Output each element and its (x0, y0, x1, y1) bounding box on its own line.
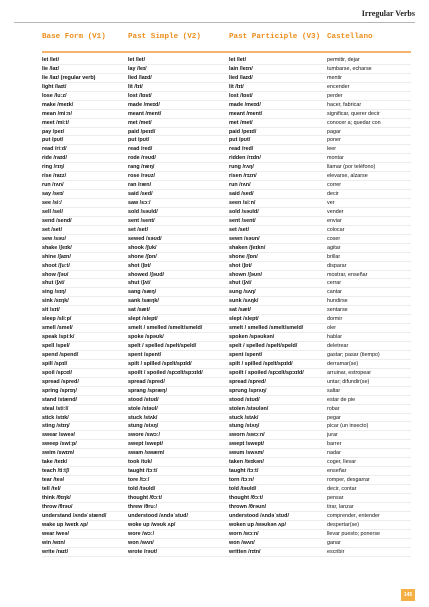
castellano-cell: arruinar, estropear (327, 369, 372, 376)
past-participle-cell: won /wʌn/ (229, 539, 255, 546)
past-simple-cell: showed /ʃəʊd/ (128, 271, 164, 278)
past-participle-cell: thought /θɔːt/ (229, 494, 264, 501)
table-row (42, 145, 411, 154)
past-participle-cell: spilt / spilled /spɪlt/spɪld/ (229, 360, 293, 367)
table-row (42, 503, 411, 512)
table-row (42, 440, 411, 449)
past-participle-cell: swum /swʌm/ (229, 450, 264, 457)
base-form-cell: ring /rɪŋ/ (42, 164, 65, 171)
table-row (42, 494, 411, 503)
castellano-cell: enviar (327, 217, 342, 224)
header-past-participle: Past Participle (V3) (229, 33, 321, 41)
base-form-cell: tell /tel/ (42, 486, 61, 492)
header-base-form: Base Form (V1) (42, 33, 106, 41)
past-participle-cell: ridden /rɪdn/ (229, 155, 261, 162)
header-past-simple: Past Simple (V2) (128, 33, 201, 41)
past-simple-cell: sprang /spræŋ/ (128, 387, 167, 394)
castellano-cell: conocer a; quedar con (327, 119, 381, 126)
castellano-cell: llamar (por teléfono) (327, 164, 376, 171)
castellano-cell: romper, desgarrar (327, 477, 370, 484)
past-participle-cell: woken up /wəʊkən ʌp/ (229, 521, 286, 528)
verb-table (42, 56, 411, 557)
castellano-cell: picar (un insecto) (327, 423, 369, 430)
past-participle-cell: sewn /səʊn/ (229, 235, 260, 242)
table-row (42, 172, 411, 181)
table-row (42, 512, 411, 521)
castellano-cell: hacer, fabricar (327, 101, 362, 108)
castellano-cell: encender (327, 83, 350, 90)
table-row (42, 414, 411, 423)
table-row (42, 288, 411, 297)
table-row (42, 521, 411, 530)
base-form-cell: spread /spred/ (42, 378, 79, 385)
header-divider (42, 51, 411, 53)
castellano-cell: mostrar, enseñar (327, 271, 368, 278)
base-form-cell: spell /spel/ (42, 343, 70, 349)
castellano-cell: despertar(se) (327, 521, 360, 528)
table-row (42, 271, 411, 280)
table-row (42, 360, 411, 369)
past-simple-cell: thought /θɔːt/ (128, 494, 163, 501)
base-form-cell: teach /tiːtʃ/ (42, 468, 70, 475)
past-participle-cell: stung /stʌŋ/ (229, 423, 260, 430)
table-row (42, 235, 411, 244)
past-participle-cell: worn /wɔːn/ (229, 530, 259, 537)
table-row (42, 110, 411, 119)
past-participle-cell: risen /rɪzn/ (229, 173, 257, 180)
past-participle-cell: spoken /spəʊkən/ (229, 334, 275, 341)
base-form-cell: wear /weə/ (42, 530, 69, 537)
base-form-cell: shut /ʃʌt/ (42, 280, 65, 287)
column-headers (0, 33, 429, 45)
castellano-cell: untar; difundir(se) (327, 378, 370, 385)
castellano-cell: dormir (327, 316, 343, 323)
table-row (42, 208, 411, 217)
base-form-cell: say /seɪ/ (42, 191, 64, 198)
past-simple-cell: met /met/ (128, 119, 152, 126)
past-simple-cell: threw /θruː/ (128, 503, 157, 510)
base-form-cell: let /let/ (42, 57, 60, 63)
past-simple-cell: saw /sɔː/ (128, 200, 151, 206)
table-row (42, 92, 411, 101)
past-simple-cell: shut /ʃʌt/ (128, 280, 151, 287)
base-form-cell: understand /ʌndəˈstænd/ (42, 512, 107, 519)
castellano-cell: decir, contar (327, 486, 357, 492)
castellano-cell: ganar (327, 539, 341, 546)
base-form-cell: sink /sɪŋk/ (42, 298, 69, 305)
past-simple-cell: rode /rəʊd/ (128, 155, 156, 162)
past-participle-cell: lied /laɪd/ (229, 74, 253, 81)
past-simple-cell: stung /stʌŋ/ (128, 423, 159, 430)
past-participle-cell: spelt / spelled /spelt/speld/ (229, 343, 298, 349)
castellano-cell: vender (327, 208, 344, 215)
past-simple-cell: woke up /wəʊk ʌp/ (128, 521, 176, 528)
past-simple-cell: wore /wɔː/ (128, 530, 155, 537)
past-simple-cell: spent /spent/ (128, 351, 162, 358)
base-form-cell: lose /luːz/ (42, 92, 67, 99)
castellano-cell: enseñar (327, 468, 347, 475)
castellano-cell: jurar (327, 432, 338, 439)
castellano-cell: llevar puesto; ponerse (327, 530, 381, 537)
table-row (42, 244, 411, 253)
past-simple-cell: smelt / smelled /smelt/smeld/ (128, 325, 203, 332)
page-title: Irregular Verbs (361, 9, 415, 18)
past-participle-cell: smelt / smelled /smelt/smeld/ (229, 325, 304, 332)
past-simple-cell: spoke /spəʊk/ (128, 334, 164, 341)
past-simple-cell: put /pʊt/ (128, 137, 150, 144)
past-simple-cell: set /set/ (128, 226, 149, 233)
base-form-cell: swim /swɪm/ (42, 450, 75, 457)
castellano-cell: decir (327, 191, 339, 198)
base-form-cell: steal /stiːl/ (42, 405, 69, 412)
base-form-cell: shake /ʃeɪk/ (42, 244, 72, 251)
past-simple-cell: lied /laɪd/ (128, 74, 152, 81)
past-simple-cell: spelt / spelled /spelt/speld/ (128, 343, 197, 349)
table-row (42, 199, 411, 208)
table-row (42, 378, 411, 387)
table-row (42, 369, 411, 378)
base-form-cell: write /raɪt/ (42, 548, 69, 555)
past-simple-cell: ran /ræn/ (128, 182, 152, 189)
base-form-cell: rise /raɪz/ (42, 173, 67, 180)
table-row (42, 253, 411, 262)
castellano-cell: leer (327, 146, 336, 153)
base-form-cell: smell /smel/ (42, 325, 73, 332)
base-form-cell: mean /miːn/ (42, 110, 72, 117)
castellano-cell: hundirse (327, 298, 348, 305)
past-participle-cell: torn /tɔːn/ (229, 477, 254, 484)
table-row (42, 65, 411, 74)
table-row (42, 467, 411, 476)
castellano-cell: comprender, entender (327, 512, 380, 519)
past-participle-cell: swept /swept/ (229, 441, 265, 448)
castellano-cell: escribir (327, 548, 345, 555)
castellano-cell: poner (327, 137, 341, 144)
base-form-cell: throw /θrəʊ/ (42, 503, 73, 510)
base-form-cell: take /teɪk/ (42, 459, 68, 466)
table-row (42, 422, 411, 431)
base-form-cell: sting /stɪŋ/ (42, 423, 70, 430)
table-row (42, 351, 411, 360)
castellano-cell: sentarse (327, 307, 348, 314)
past-participle-cell: spent /spent/ (229, 351, 263, 358)
past-participle-cell: met /met/ (229, 119, 253, 126)
base-form-cell: stick /stɪk/ (42, 414, 69, 421)
castellano-cell: tumbarse, echarse (327, 65, 372, 72)
past-simple-cell: lit /lɪt/ (128, 83, 143, 90)
past-participle-cell: shaken /ʃeɪkn/ (229, 244, 266, 251)
past-participle-cell: stuck /stʌk/ (229, 414, 259, 421)
base-form-cell: wake up /weɪk ʌp/ (42, 521, 88, 528)
castellano-cell: oler (327, 325, 336, 332)
base-form-cell: meet /miːt/ (42, 119, 69, 126)
table-row (42, 262, 411, 271)
base-form-cell: run /rʌn/ (42, 182, 64, 189)
past-simple-cell: sewed /səʊd/ (128, 235, 162, 242)
base-form-cell: spoil /spɔɪl/ (42, 369, 73, 376)
base-form-cell: lie /laɪ/ (regular verb) (42, 74, 96, 81)
past-participle-cell: lain /leɪn/ (229, 65, 253, 72)
past-participle-cell: lost /lɒst/ (229, 92, 253, 99)
past-simple-cell: rose /rəʊz/ (128, 173, 156, 180)
castellano-cell: brillar (327, 253, 341, 260)
past-simple-cell: made /meɪd/ (128, 101, 160, 108)
castellano-cell: pegar (327, 414, 341, 421)
past-participle-cell: rung /rʌŋ/ (229, 164, 254, 171)
past-simple-cell: swept /swept/ (128, 441, 164, 448)
table-row (42, 190, 411, 199)
past-participle-cell: taken /teɪkən/ (229, 459, 264, 466)
base-form-cell: see /siː/ (42, 200, 62, 206)
past-participle-cell: shut /ʃʌt/ (229, 280, 252, 287)
past-simple-cell: sank /sæŋk/ (128, 298, 159, 305)
past-simple-cell: shook /ʃʊk/ (128, 244, 157, 251)
past-participle-cell: stood /stʊd/ (229, 396, 260, 403)
past-participle-cell: shot /ʃɒt/ (229, 262, 252, 269)
table-row (42, 485, 411, 494)
table-row (42, 181, 411, 190)
table-row (42, 217, 411, 226)
base-form-cell: show /ʃəʊ/ (42, 271, 69, 278)
table-row (42, 431, 411, 440)
past-simple-cell: spilt / spilled /spɪlt/spɪld/ (128, 360, 192, 367)
past-participle-cell: read /red/ (229, 146, 254, 153)
castellano-cell: nadar (327, 450, 341, 457)
past-participle-cell: sat /sæt/ (229, 307, 251, 314)
base-form-cell: sleep /sliːp/ (42, 316, 72, 323)
past-simple-cell: sat /sæt/ (128, 307, 150, 314)
header-castellano: Castellano (327, 33, 373, 41)
past-participle-cell: taught /tɔːt/ (229, 468, 259, 475)
past-simple-cell: swam /swæm/ (128, 450, 165, 457)
past-participle-cell: told /təʊld/ (229, 486, 257, 492)
castellano-cell: coser (327, 235, 341, 242)
base-form-cell: spring /sprɪŋ/ (42, 387, 77, 394)
base-form-cell: read /riːd/ (42, 146, 67, 153)
past-simple-cell: sang /sæŋ/ (128, 289, 157, 296)
table-row (42, 548, 411, 557)
past-simple-cell: stood /stʊd/ (128, 396, 159, 403)
past-participle-cell: sunk /sʌŋk/ (229, 298, 259, 305)
table-row (42, 476, 411, 485)
past-participle-cell: sent /sent/ (229, 217, 256, 224)
past-participle-cell: let /let/ (229, 57, 247, 63)
castellano-cell: deletrear (327, 343, 349, 349)
table-row (42, 306, 411, 315)
table-row (42, 279, 411, 288)
past-participle-cell: sprung /sprʌŋ/ (229, 387, 267, 394)
castellano-cell: robar (327, 405, 340, 412)
table-row (42, 83, 411, 92)
past-simple-cell: slept /slept/ (128, 316, 158, 323)
castellano-cell: disparar (327, 262, 347, 269)
past-participle-cell: seen /siːn/ (229, 200, 256, 206)
past-participle-cell: meant /ment/ (229, 110, 263, 117)
castellano-cell: derramar(se) (327, 360, 359, 367)
table-row (42, 101, 411, 110)
table-row (42, 458, 411, 467)
table-row (42, 226, 411, 235)
past-simple-cell: won /wʌn/ (128, 539, 154, 546)
base-form-cell: speak /spiːk/ (42, 334, 75, 341)
base-form-cell: sweep /swiːp/ (42, 441, 77, 448)
castellano-cell: ver (327, 200, 335, 206)
castellano-cell: barrer (327, 441, 342, 448)
table-row (42, 539, 411, 548)
past-simple-cell: rang /ræŋ/ (128, 164, 155, 171)
base-form-cell: sit /sɪt/ (42, 307, 60, 314)
table-row (42, 530, 411, 539)
castellano-cell: pagar (327, 128, 341, 135)
base-form-cell: sell /sel/ (42, 208, 63, 215)
castellano-cell: agitar (327, 244, 341, 251)
castellano-cell: cerrar (327, 280, 342, 287)
past-simple-cell: taught /tɔːt/ (128, 468, 158, 475)
base-form-cell: spend /spend/ (42, 351, 79, 358)
past-participle-cell: sworn /swɔːn/ (229, 432, 265, 439)
past-participle-cell: spoilt / spoiled /spɔɪlt/spɔɪld/ (229, 369, 304, 376)
base-form-cell: shine /ʃaɪn/ (42, 253, 71, 260)
base-form-cell: stand /stænd/ (42, 396, 78, 403)
past-simple-cell: spoilt / spoiled /spɔɪlt/spɔɪld/ (128, 369, 203, 376)
past-participle-cell: set /set/ (229, 226, 250, 233)
past-participle-cell: said /sed/ (229, 191, 254, 198)
castellano-cell: tirar, lanzar (327, 503, 354, 510)
past-simple-cell: stole /stəʊl/ (128, 405, 158, 412)
base-form-cell: tear /teə/ (42, 477, 65, 484)
table-row (42, 74, 411, 83)
castellano-cell: colocar (327, 226, 345, 233)
past-simple-cell: shot /ʃɒt/ (128, 262, 151, 269)
castellano-cell: elevarse, alzarse (327, 173, 368, 180)
table-row (42, 163, 411, 172)
base-form-cell: set /set/ (42, 226, 63, 233)
base-form-cell: sing /sɪŋ/ (42, 289, 67, 296)
past-simple-cell: lost /lɒst/ (128, 92, 152, 99)
base-form-cell: lie /laɪ/ (42, 65, 60, 72)
castellano-cell: saltar (327, 387, 341, 394)
past-participle-cell: paid /peɪd/ (229, 128, 257, 135)
base-form-cell: light /laɪt/ (42, 83, 67, 90)
base-form-cell: send /send/ (42, 217, 72, 224)
base-form-cell: swear /sweə/ (42, 432, 75, 439)
past-participle-cell: made /meɪd/ (229, 101, 261, 108)
past-simple-cell: read /red/ (128, 146, 153, 153)
base-form-cell: spill /spɪl/ (42, 360, 68, 367)
castellano-cell: estar de pie (327, 396, 356, 403)
castellano-cell: pensar (327, 494, 344, 501)
table-row (42, 405, 411, 414)
table-row (42, 387, 411, 396)
past-simple-cell: wrote /rəʊt/ (128, 548, 158, 555)
past-simple-cell: said /sed/ (128, 191, 153, 198)
castellano-cell: cantar (327, 289, 342, 296)
castellano-cell: correr (327, 182, 342, 189)
past-participle-cell: lit /lɪt/ (229, 83, 244, 90)
past-participle-cell: shone /ʃɒn/ (229, 253, 258, 260)
past-simple-cell: shone /ʃɒn/ (128, 253, 157, 260)
table-row (42, 297, 411, 306)
table-row (42, 136, 411, 145)
castellano-cell: mentir (327, 74, 342, 81)
base-form-cell: pay /peɪ/ (42, 128, 65, 135)
table-row (42, 333, 411, 342)
past-participle-cell: thrown /θrəʊn/ (229, 503, 267, 510)
past-participle-cell: written /rɪtn/ (229, 548, 261, 555)
castellano-cell: coger, llevar (327, 459, 357, 466)
table-row (42, 449, 411, 458)
base-form-cell: think /θɪŋk/ (42, 494, 71, 501)
past-simple-cell: paid /peɪd/ (128, 128, 156, 135)
castellano-cell: gastar; pasar (tiempo) (327, 351, 380, 358)
past-simple-cell: sent /sent/ (128, 217, 155, 224)
table-row (42, 324, 411, 333)
past-participle-cell: sung /sʌŋ/ (229, 289, 256, 296)
castellano-cell: significar, querer decir (327, 110, 380, 117)
past-simple-cell: swore /swɔː/ (128, 432, 161, 439)
past-simple-cell: stuck /stʌk/ (128, 414, 158, 421)
table-row (42, 119, 411, 128)
past-simple-cell: told /təʊld/ (128, 486, 156, 492)
past-simple-cell: tore /tɔː/ (128, 477, 150, 484)
past-simple-cell: lay /leɪ/ (128, 65, 147, 72)
past-participle-cell: shown /ʃəʊn/ (229, 271, 262, 278)
past-simple-cell: sold /səʊld/ (128, 208, 158, 215)
table-row (42, 56, 411, 65)
past-participle-cell: slept /slept/ (229, 316, 259, 323)
top-divider (14, 22, 415, 23)
base-form-cell: make /meɪk/ (42, 101, 74, 108)
past-participle-cell: run /rʌn/ (229, 182, 251, 189)
base-form-cell: sew /səʊ/ (42, 235, 67, 242)
past-participle-cell: spread /spred/ (229, 378, 266, 385)
past-participle-cell: sold /səʊld/ (229, 208, 259, 215)
table-row (42, 154, 411, 163)
base-form-cell: put /pʊt/ (42, 137, 64, 144)
past-participle-cell: put /pʊt/ (229, 137, 251, 144)
past-simple-cell: understood /ʌndəˈstʊd/ (128, 512, 188, 519)
table-row (42, 342, 411, 351)
past-simple-cell: let /let/ (128, 57, 146, 63)
table-row (42, 128, 411, 137)
castellano-cell: perder (327, 92, 343, 99)
castellano-cell: permitir, dejar (327, 57, 360, 63)
past-simple-cell: meant /ment/ (128, 110, 162, 117)
past-simple-cell: spread /spred/ (128, 378, 165, 385)
page-number-badge: 145 (401, 589, 415, 601)
castellano-cell: hablar (327, 334, 342, 341)
past-simple-cell: took /tʊk/ (128, 459, 153, 466)
past-participle-cell: understood /ʌndəˈstʊd/ (229, 512, 289, 519)
base-form-cell: win /wɪn/ (42, 539, 66, 546)
castellano-cell: montar (327, 155, 344, 162)
base-form-cell: ride /raɪd/ (42, 155, 67, 162)
table-row (42, 396, 411, 405)
base-form-cell: shoot /ʃuːt/ (42, 262, 70, 269)
past-participle-cell: stolen /stəʊlən/ (229, 405, 269, 412)
table-row (42, 315, 411, 324)
